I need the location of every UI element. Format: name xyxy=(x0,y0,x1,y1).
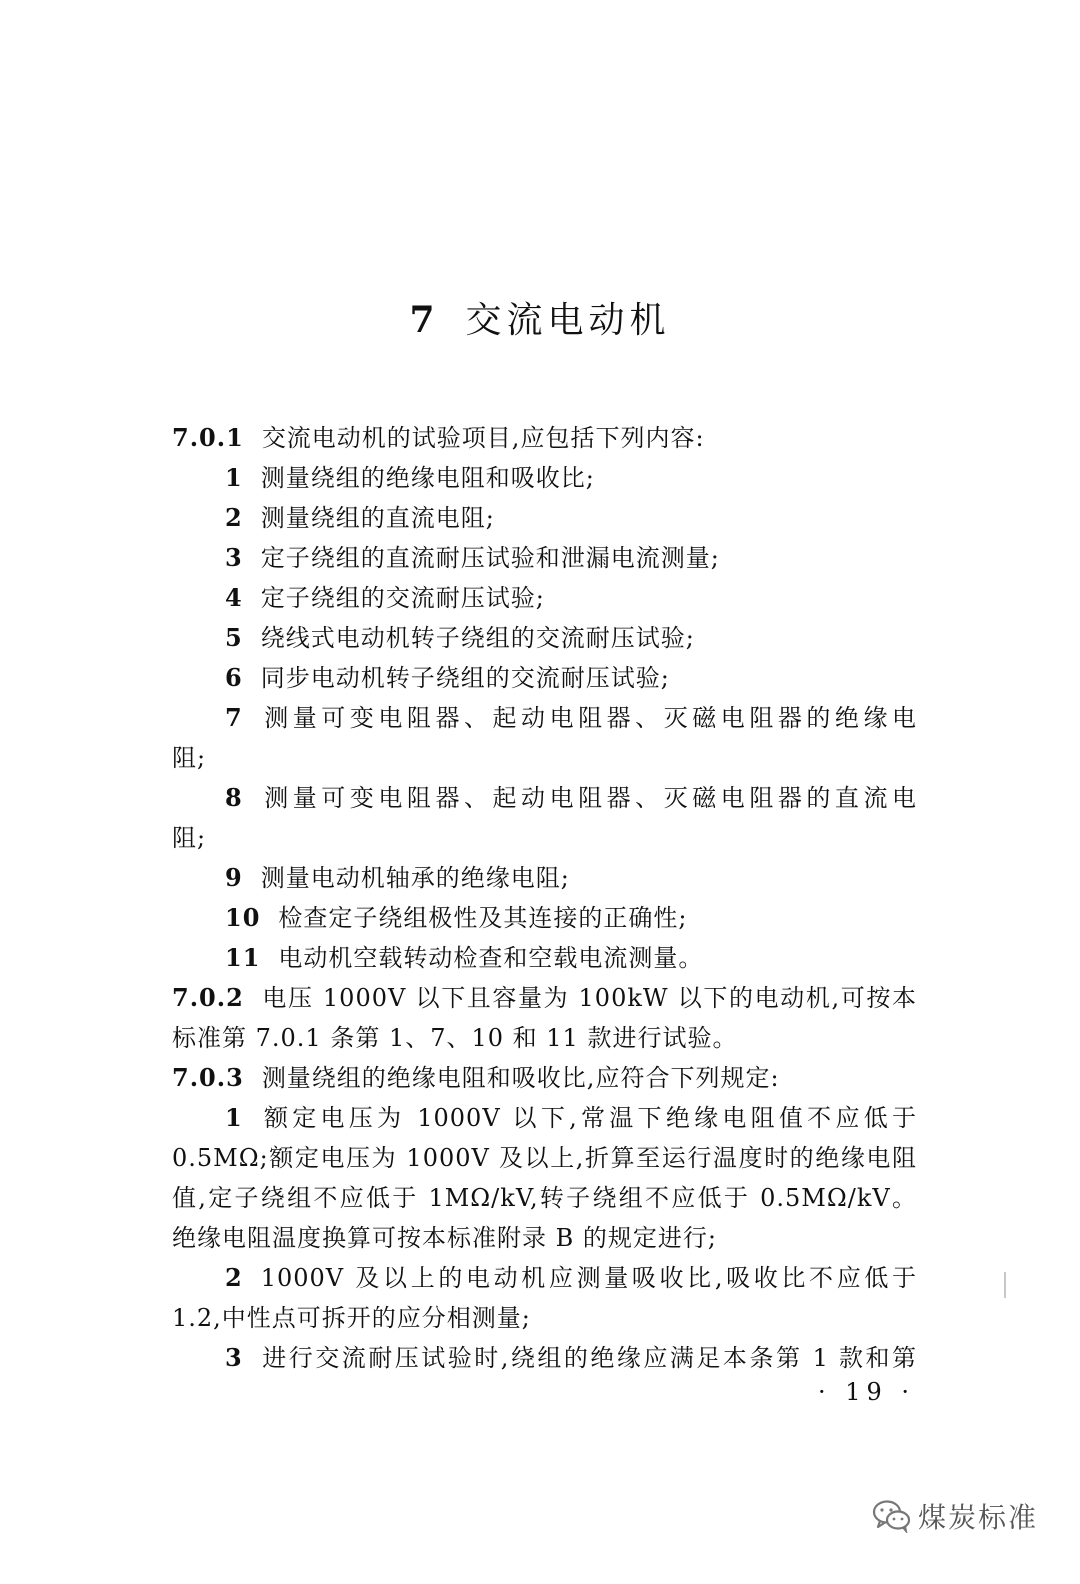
list-item: 3 进行交流耐压试验时,绕组的绝缘应满足本条第 1 款和第 xyxy=(225,1343,917,1372)
list-item-continuation: 阻; xyxy=(172,744,207,772)
list-item: 1 额定电压为 1000V 以下,常温下绝缘电阻值不应低于 xyxy=(225,1103,917,1132)
list-item-continuation: 绝缘电阻温度换算可按本标准附录 B 的规定进行; xyxy=(172,1224,717,1252)
watermark xyxy=(872,1496,1038,1536)
wechat-icon xyxy=(872,1499,912,1533)
list-item: 10 检查定子绕组极性及其连接的正确性; xyxy=(225,903,688,932)
list-item: 5 绕线式电动机转子绕组的交流耐压试验; xyxy=(225,623,695,652)
list-item: 1 测量绕组的绝缘电阻和吸收比; xyxy=(225,463,595,492)
clause-7-0-1-heading xyxy=(172,418,917,458)
list-item-continuation: 阻; xyxy=(172,824,207,852)
list-item: 3 定子绕组的直流耐压试验和泄漏电流测量; xyxy=(225,543,720,572)
list-item: 4 定子绕组的交流耐压试验; xyxy=(225,583,545,612)
scan-artifact xyxy=(1004,1272,1006,1298)
clause-text: 测量绕组的绝缘电阻和吸收比,应符合下列规定: xyxy=(261,1064,780,1092)
clause-text: 电压 1000V 以下且容量为 100kW 以下的电动机,可按本 xyxy=(261,984,917,1012)
list-item: 8 测量可变电阻器、起动电阻器、灭磁电阻器的直流电 xyxy=(225,783,917,812)
watermark-text: 煤炭标准 xyxy=(918,1501,1039,1534)
list-item: 2 1000V 及以上的电动机应测量吸收比,吸收比不应低于 xyxy=(225,1263,917,1292)
chapter-title-text: 交流电动机 xyxy=(465,300,671,341)
chapter-number: 7 xyxy=(409,299,440,341)
clause-number: 7.0.2 xyxy=(172,983,244,1012)
clause-number: 7.0.1 xyxy=(172,423,244,452)
clause-text-continuation: 标准第 7.0.1 条第 1、7、10 和 11 款进行试验。 xyxy=(172,1024,738,1052)
list-item: 11 电动机空载转动检查和空载电流测量。 xyxy=(225,943,704,972)
list-item: 7 测量可变电阻器、起动电阻器、灭磁电阻器的绝缘电 xyxy=(225,703,917,732)
page-number: · 19 · xyxy=(818,1378,916,1406)
clause-text: 交流电动机的试验项目,应包括下列内容: xyxy=(261,424,705,452)
document-body xyxy=(172,418,917,1378)
chapter-title xyxy=(0,292,1080,343)
clause-number: 7.0.3 xyxy=(172,1063,244,1092)
list-item: 6 同步电动机转子绕组的交流耐压试验; xyxy=(225,663,670,692)
list-item-continuation: 0.5MΩ;额定电压为 1000V 及以上,折算至运行温度时的绝缘电阻 xyxy=(172,1144,917,1172)
list-item: 2 测量绕组的直流电阻; xyxy=(225,503,495,532)
list-item-continuation: 值,定子绕组不应低于 1MΩ/kV,转子绕组不应低于 0.5MΩ/kV。 xyxy=(172,1184,917,1212)
clause-7-0-3-heading xyxy=(172,1058,917,1098)
list-item-continuation: 1.2,中性点可拆开的应分相测量; xyxy=(172,1304,531,1332)
list-item: 9 测量电动机轴承的绝缘电阻; xyxy=(225,863,570,892)
clause-7-0-2-heading xyxy=(172,978,917,1018)
